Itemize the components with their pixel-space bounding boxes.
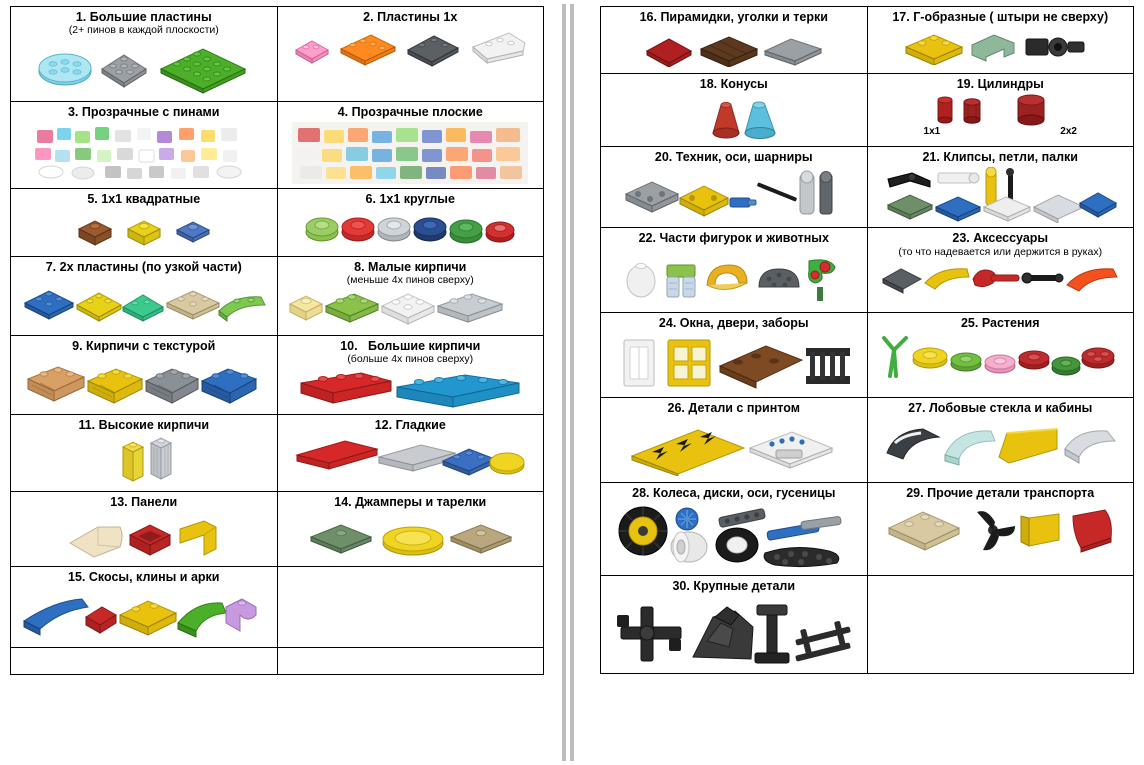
category-cell-12[interactable]	[277, 414, 544, 491]
category-number: 21.	[922, 150, 940, 164]
category-cell-15[interactable]	[11, 567, 278, 648]
gutter-bar-right	[570, 4, 574, 761]
category-cell-empty-2	[11, 648, 278, 675]
part-images	[868, 332, 1134, 386]
category-title: Конусы	[720, 77, 768, 91]
category-cell-19[interactable]	[867, 74, 1134, 147]
category-title: Цилиндры	[977, 77, 1044, 91]
cylinder-label-1x1: 1х1	[923, 126, 941, 138]
table-row	[601, 74, 1134, 147]
category-cell-23[interactable]	[867, 228, 1134, 313]
table-row	[601, 7, 1134, 74]
category-cell-24[interactable]	[601, 313, 868, 398]
category-number: 23.	[952, 231, 970, 246]
category-subtitle: (больше 4х пинов сверху)	[347, 353, 474, 366]
plate-round-blue-icon	[37, 47, 93, 89]
category-number: 10.	[340, 338, 358, 353]
part-images	[11, 208, 277, 256]
table-row	[11, 256, 544, 335]
category-number: 20.	[654, 150, 673, 164]
category-number: 13.	[110, 495, 128, 510]
part-images	[11, 38, 277, 101]
category-title: Малые кирпичи	[368, 259, 467, 274]
category-cell-empty-3	[277, 648, 544, 675]
category-title: Лобовые стекла и кабины	[929, 401, 1093, 416]
category-title: Джамперы и тарелки	[355, 495, 487, 510]
category-title: Высокие кирпичи	[98, 417, 210, 432]
part-images	[278, 288, 544, 330]
category-title: Клипсы, петли, палки	[943, 150, 1078, 164]
category-title: Аксессуары	[973, 231, 1049, 246]
part-images	[868, 417, 1134, 473]
wheels-rims-axles-tracks-icon	[615, 505, 853, 571]
large-bricks-icon	[295, 369, 525, 409]
category-cell-empty-1	[277, 567, 544, 648]
category-number: 30.	[672, 579, 690, 594]
category-number: 22.	[638, 231, 656, 246]
part-images	[601, 92, 867, 146]
minifig-parts-animals-icon	[619, 253, 849, 305]
table-row	[601, 398, 1134, 483]
category-number: 7.	[45, 259, 57, 274]
category-cell-empty-4	[867, 576, 1134, 673]
table-row	[11, 567, 544, 648]
category-number: 15.	[68, 570, 86, 585]
plate-gray-icon	[98, 45, 150, 91]
part-images	[601, 332, 867, 398]
part-images	[11, 433, 277, 491]
part-images	[868, 25, 1134, 69]
category-cell-20[interactable]	[601, 147, 868, 228]
table-row	[11, 102, 544, 189]
plate-1x-darkgray-icon	[404, 28, 462, 68]
category-cell-13[interactable]	[11, 492, 278, 567]
table-row	[601, 313, 1134, 398]
category-cell-28[interactable]	[601, 483, 868, 576]
category-number: 11.	[78, 417, 96, 432]
category-cell-2[interactable]	[277, 7, 544, 102]
category-cell-10[interactable]	[277, 335, 544, 414]
windows-doors-fences-icon	[616, 336, 852, 392]
windscreens-cockpits-icon	[881, 419, 1119, 469]
technic-axles-joints-icon	[622, 168, 846, 222]
category-title: 1х1 круглые	[379, 192, 455, 207]
table-row	[601, 228, 1134, 313]
category-subtitle: (меньше 4х пинов сверху)	[346, 274, 474, 287]
category-number: 24.	[658, 316, 677, 331]
part-images	[278, 25, 544, 73]
accessories-icon	[879, 261, 1121, 295]
category-title: Панели	[131, 495, 178, 510]
category-number: 26.	[667, 401, 685, 416]
cylinder-size-labels	[871, 126, 1131, 137]
part-images	[868, 502, 1134, 560]
right-column	[592, 0, 1144, 765]
category-number: 3.	[67, 105, 79, 119]
category-title: 1х1 квадратные	[101, 192, 201, 207]
round-1x1-pieces-icon	[300, 210, 520, 252]
plate-1x-pink-icon	[292, 28, 332, 68]
category-title: Большие пластины	[89, 10, 212, 24]
category-number: 2.	[363, 10, 374, 24]
category-number: 29.	[906, 486, 924, 501]
large-parts-icon	[615, 597, 853, 669]
category-number: 25.	[960, 316, 979, 331]
category-title: Скосы, клины и арки	[88, 570, 220, 585]
part-images	[868, 92, 1134, 141]
panels-icon	[64, 513, 224, 561]
part-images	[278, 208, 544, 256]
part-images	[11, 354, 277, 414]
category-title: Техник, оси, шарниры	[675, 150, 813, 164]
category-number: 8.	[354, 259, 365, 274]
table-row	[11, 492, 544, 567]
part-images	[601, 417, 867, 483]
category-cell-6[interactable]	[277, 189, 544, 256]
category-cell-11[interactable]	[11, 414, 278, 491]
category-number: 9.	[72, 338, 83, 353]
category-number: 1.	[75, 10, 87, 24]
category-cell-26[interactable]	[601, 398, 868, 483]
table-row	[11, 335, 544, 414]
printed-parts-icon	[626, 422, 842, 476]
cylinders-icon	[920, 94, 1080, 126]
category-title: Г-образные ( штыри не сверху)	[913, 10, 1109, 24]
category-number: 5.	[87, 192, 98, 207]
page-gutter	[552, 0, 592, 765]
category-subtitle: (2+ пинов в каждой плоскости)	[68, 24, 219, 37]
part-images	[278, 367, 544, 413]
slopes-wedges-arches-icon	[20, 589, 268, 641]
part-images	[278, 433, 544, 485]
part-images	[601, 502, 867, 576]
part-images	[868, 165, 1134, 227]
right-category-table	[600, 6, 1134, 674]
category-cell-16[interactable]	[601, 7, 868, 74]
category-number: 19.	[956, 77, 975, 91]
other-vehicle-parts-icon	[883, 504, 1117, 556]
plants-icon	[880, 334, 1120, 382]
left-category-table	[10, 6, 544, 675]
part-images	[11, 511, 277, 567]
plate-large-green-icon	[155, 41, 251, 95]
category-title: Пластины 1х	[377, 10, 458, 24]
table-row	[601, 147, 1134, 228]
category-number: 4.	[337, 105, 349, 119]
category-subtitle: (то что надевается или держится в руках)	[898, 245, 1103, 258]
category-title: Пирамидки, уголки и терки	[660, 10, 828, 24]
category-cell-9[interactable]	[11, 335, 278, 414]
table-row	[601, 576, 1134, 673]
plate-1x-orange-icon	[337, 29, 399, 67]
category-title: Части фигурок и животных	[659, 231, 829, 246]
category-cell-30[interactable]	[601, 576, 868, 673]
category-title: Растения	[981, 316, 1040, 331]
2x-plates-icon	[21, 281, 267, 327]
category-cell-3[interactable]	[11, 102, 278, 189]
clips-hinges-bars-icon	[882, 167, 1118, 223]
category-cell-18[interactable]	[601, 74, 868, 147]
transparent-studded-bricks-photo	[29, 122, 259, 184]
category-cell-4[interactable]	[277, 102, 544, 189]
category-cell-1[interactable]	[11, 7, 278, 102]
table-row	[11, 189, 544, 256]
category-number: 6.	[365, 192, 376, 207]
category-number: 16.	[639, 10, 657, 24]
table-row	[11, 648, 544, 675]
part-images	[601, 165, 867, 227]
cylinder-label-2x2: 2х2	[1060, 126, 1077, 138]
small-bricks-icon	[286, 290, 534, 326]
category-cell-14[interactable]	[277, 492, 544, 567]
category-cell-25[interactable]	[867, 313, 1134, 398]
category-title: Прозрачные плоские	[351, 105, 483, 119]
part-images	[601, 595, 867, 673]
part-images	[11, 586, 277, 648]
category-cell-21[interactable]	[867, 147, 1134, 228]
category-title: Прозрачные с пинами	[81, 105, 220, 119]
left-column	[0, 0, 552, 765]
category-number: 17.	[892, 10, 910, 24]
category-title: Колеса, диски, оси, гусеницы	[653, 486, 836, 501]
part-images	[868, 259, 1134, 299]
table-row	[11, 7, 544, 102]
category-title: Окна, двери, заборы	[679, 316, 809, 331]
part-images	[11, 275, 277, 335]
category-title: Кирпичи с текстурой	[86, 338, 216, 353]
category-number: 27.	[908, 401, 926, 416]
category-cell-8[interactable]	[277, 256, 544, 335]
category-title: Детали с принтом	[688, 401, 800, 416]
tall-bricks-icon	[99, 435, 189, 487]
part-images	[601, 25, 867, 73]
part-images	[11, 120, 277, 188]
pyramids-corners-graters-icon	[639, 29, 829, 67]
category-cell-22[interactable]	[601, 228, 868, 313]
table-row	[11, 414, 544, 491]
part-images	[278, 511, 544, 563]
wedge-plate-white-icon	[467, 27, 529, 69]
smooth-tiles-icon	[293, 435, 527, 481]
jumpers-and-dishes-icon	[305, 513, 515, 559]
category-number: 18.	[699, 77, 718, 91]
category-title: 2х пластины (по узкой части)	[59, 259, 242, 274]
category-number: 28.	[632, 486, 650, 501]
l-shaped-bricks-icon	[900, 27, 1100, 65]
category-number: 14.	[334, 495, 352, 510]
textured-bricks-icon	[24, 359, 264, 407]
category-title: Гладкие	[395, 417, 446, 432]
brick-1x1-yellow-icon	[122, 213, 166, 249]
category-number: 12.	[374, 417, 393, 432]
category-cell-29[interactable]	[867, 483, 1134, 576]
cones-icon	[679, 95, 789, 141]
plate-1x1-blue-icon	[171, 214, 215, 248]
part-images	[278, 120, 544, 188]
brick-1x1-brown-icon	[73, 213, 117, 249]
category-cell-5[interactable]	[11, 189, 278, 256]
gutter-bar-left	[562, 4, 566, 761]
part-images	[601, 247, 867, 313]
category-title: Крупные детали	[693, 579, 796, 594]
transparent-flat-plates-photo	[292, 122, 528, 184]
category-cell-17[interactable]	[867, 7, 1134, 74]
category-title: Большие кирпичи	[368, 338, 481, 353]
category-cell-27[interactable]	[867, 398, 1134, 483]
category-cell-7[interactable]	[11, 256, 278, 335]
category-title: Прочие детали транспорта	[927, 486, 1095, 501]
table-row	[601, 483, 1134, 576]
